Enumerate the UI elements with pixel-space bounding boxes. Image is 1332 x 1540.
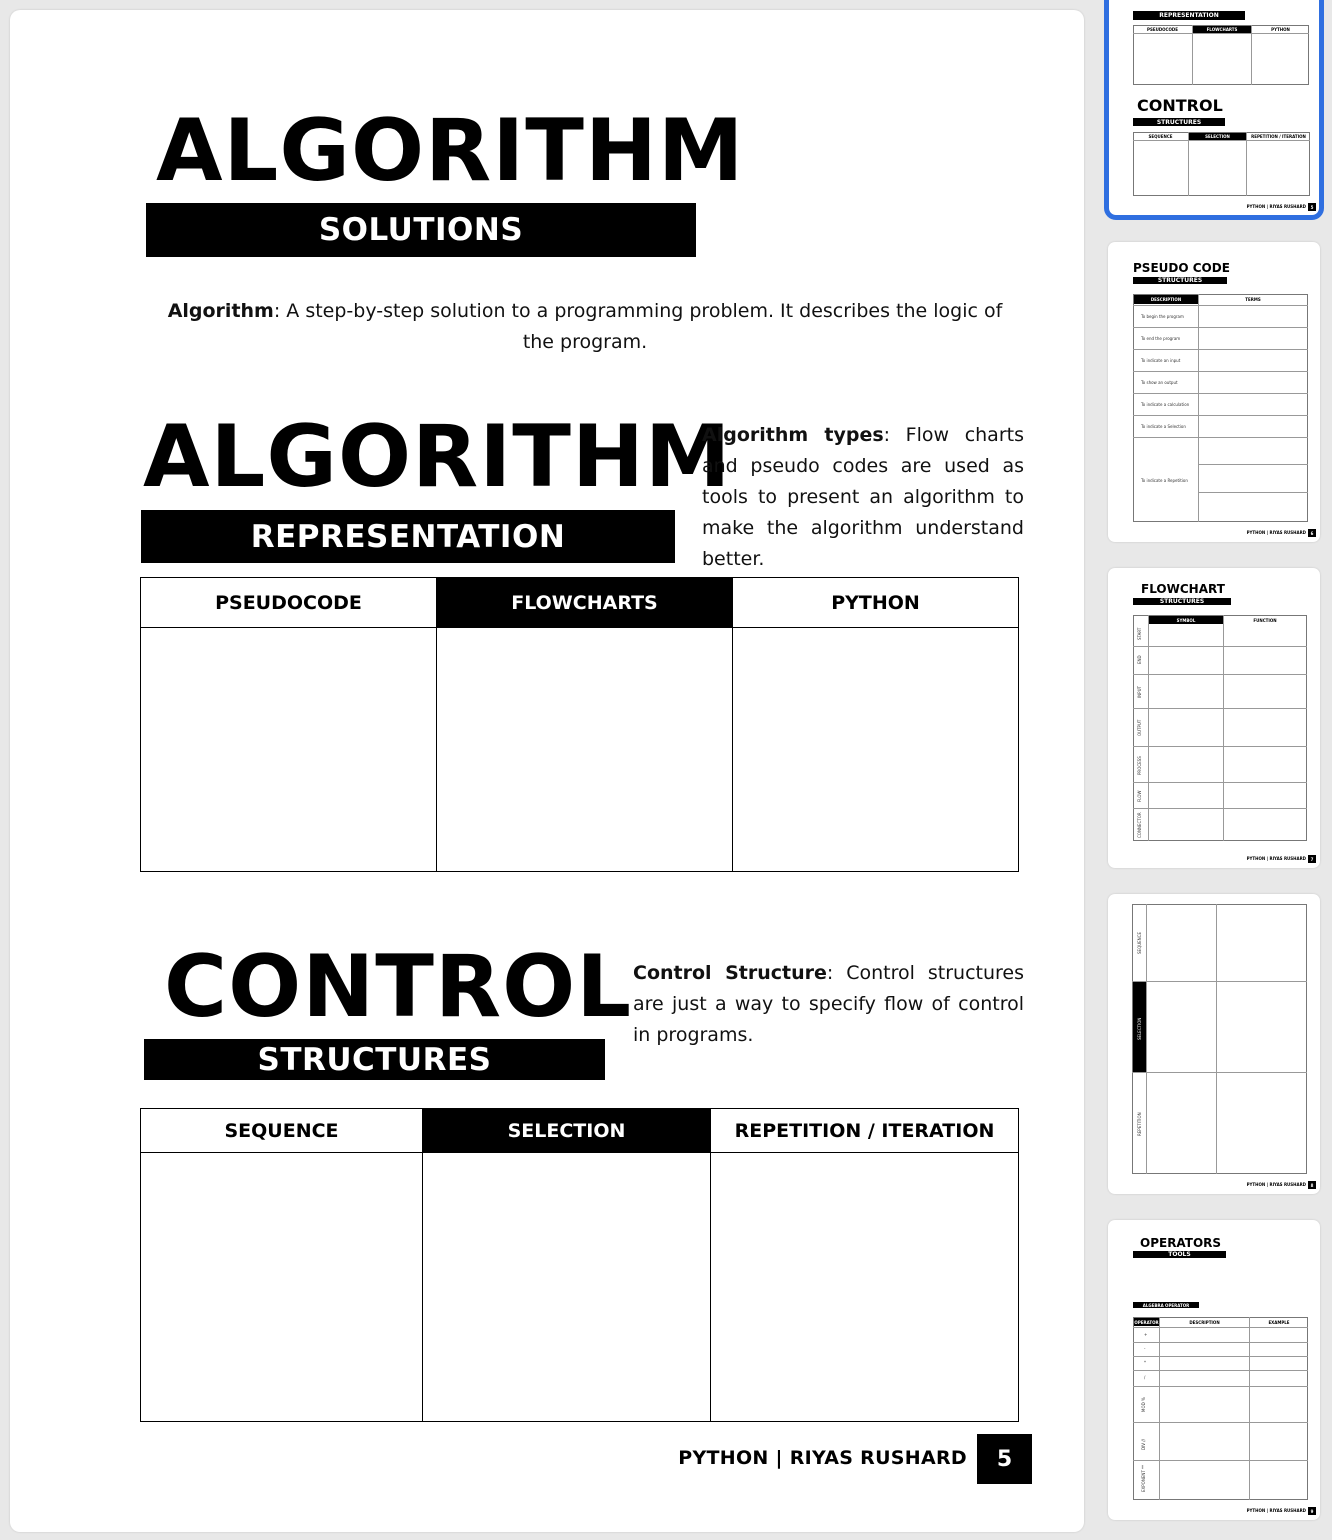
control-subtitle-bar: STRUCTURES [144, 1039, 605, 1080]
thumb-row: To end the program [1141, 336, 1181, 341]
repetition-cell[interactable] [711, 1153, 1019, 1422]
thumb-col: EXAMPLE [1268, 1319, 1290, 1325]
column-header-pseudocode: PSEUDOCODE [141, 578, 437, 628]
page-thumbnail-7[interactable] [1108, 568, 1320, 868]
thumb-row: START [1137, 627, 1142, 640]
flowcharts-cell[interactable] [437, 628, 733, 872]
column-header-repetition: REPETITION / ITERATION [711, 1109, 1019, 1153]
thumb-row: CONNECTOR [1137, 812, 1142, 838]
solutions-subtitle-bar: SOLUTIONS [146, 203, 696, 257]
thumb-row: OUTPUT [1137, 719, 1142, 736]
thumb-row: To indicate a Repetition [1141, 478, 1188, 483]
thumb-col: DESCRIPTION [1134, 295, 1198, 304]
thumb-footer: PYTHON | RIYAS RUSHARD [1246, 530, 1306, 535]
thumb-title: OPERATORS [1140, 1236, 1222, 1250]
thumb-row: SELECTION [1137, 1017, 1142, 1040]
page-thumbnail-5[interactable] [1108, 0, 1320, 216]
thumb-footer: PYTHON | RIYAS RUSHARD [1246, 1508, 1306, 1513]
column-header-flowcharts: FLOWCHARTS [437, 578, 733, 628]
thumb-col: FUNCTION [1253, 617, 1277, 623]
thumb-page-number: 7 [1308, 855, 1316, 863]
thumb-rep-subtitle: REPRESENTATION [1133, 11, 1245, 20]
thumb-row: To indicate an input [1141, 358, 1181, 363]
control-structure-text [633, 958, 1024, 1051]
thumb-subtitle: STRUCTURES [1133, 277, 1227, 284]
thumb-row: - [1144, 1346, 1146, 1351]
representation-title: ALGORITHM [143, 407, 732, 507]
solutions-title: ALGORITHM [156, 101, 745, 201]
thumb-row: / [1144, 1375, 1146, 1380]
column-header-python: PYTHON [733, 578, 1019, 628]
thumb-control-table [1133, 132, 1310, 196]
thumb-row: SEQUENCE [1137, 932, 1142, 954]
thumb-footer: PYTHON | RIYAS RUSHARD [1246, 1182, 1306, 1187]
control-structure-term: Control Structure [633, 962, 827, 984]
selection-cell[interactable] [423, 1153, 711, 1422]
document-page [10, 10, 1084, 1532]
representation-subtitle-bar: REPRESENTATION [141, 510, 675, 563]
thumb-row: MOD % [1141, 1397, 1146, 1412]
pseudocode-cell[interactable] [141, 628, 437, 872]
thumb-col: OPERATOR [1134, 1319, 1159, 1325]
thumb-page-number: 5 [1308, 203, 1316, 211]
thumb-page-number: 9 [1308, 1507, 1316, 1515]
column-header-sequence: SEQUENCE [141, 1109, 423, 1153]
algorithm-definition [160, 296, 1010, 358]
control-structure-desc: : Control structures are just a way to specify flow of control in programs. [633, 962, 1024, 1046]
thumb-row: To indicate a Selection [1141, 424, 1186, 429]
algorithm-types-term: Algorithm types [702, 424, 884, 446]
thumb-footer: PYTHON | RIYAS RUSHARD [1246, 856, 1306, 861]
thumb-row: To show an output [1141, 380, 1178, 385]
page-thumbnail-6[interactable] [1108, 242, 1320, 542]
column-header-selection: SELECTION [423, 1109, 711, 1153]
page-footer-text: PYTHON | RIYAS RUSHARD [678, 1447, 967, 1469]
thumb-row: INPUT [1137, 686, 1142, 698]
thumb-col: TERMS [1245, 297, 1261, 302]
algorithm-types-text [702, 420, 1024, 575]
thumb-col: FLOWCHARTS [1193, 26, 1251, 33]
thumb-row: To begin the program [1141, 314, 1184, 319]
python-cell[interactable] [733, 628, 1019, 872]
page-thumbnail-sidebar [1100, 0, 1332, 1540]
thumb-col: PYTHON [1271, 27, 1290, 32]
thumb-title: CONTROL [1137, 96, 1223, 115]
thumb-title: FLOWCHART [1141, 582, 1225, 596]
thumb-col: SELECTION [1189, 133, 1246, 140]
page-thumbnail-9[interactable] [1108, 1220, 1320, 1520]
thumb-structures-table [1132, 904, 1307, 1174]
thumb-row: FLOW [1137, 790, 1142, 802]
page-thumbnail-8[interactable] [1108, 894, 1320, 1194]
page-number-badge: 5 [977, 1434, 1032, 1484]
thumb-row: DIV // [1141, 1439, 1146, 1450]
representation-table [140, 577, 1019, 872]
algorithm-types-desc: : Flow charts and pseudo codes are used as tools to present an algorithm to make the algorithm understand better. [702, 424, 1024, 570]
thumb-row: REPETITION [1137, 1112, 1142, 1136]
thumb-row: + [1144, 1332, 1148, 1337]
algorithm-definition-text: : A step-by-step solution to a programming problem. It describes the logic of the program. [273, 300, 1003, 353]
thumb-footer: PYTHON | RIYAS RUSHARD [1246, 204, 1306, 209]
thumb-row: END [1137, 655, 1142, 664]
algorithm-definition-term: Algorithm [167, 300, 274, 322]
control-structures-table [140, 1108, 1019, 1422]
thumb-col: REPETITION / ITERATION [1251, 134, 1306, 139]
thumb-subtitle: STRUCTURES [1133, 118, 1225, 126]
thumb-rep-table [1133, 25, 1309, 85]
thumb-col: DESCRIPTION [1189, 1319, 1220, 1325]
thumb-pseudo-table [1133, 294, 1308, 522]
sequence-cell[interactable] [141, 1153, 423, 1422]
thumb-page-number: 6 [1308, 529, 1316, 537]
thumb-section: ALGEBRA OPERATOR [1133, 1302, 1199, 1308]
control-title: CONTROL [164, 937, 632, 1037]
thumb-row: PROCESS [1137, 756, 1142, 775]
thumb-subtitle: TOOLS [1133, 1251, 1226, 1258]
thumb-col: SYMBOL [1149, 616, 1223, 624]
thumb-row: EXPONENT ** [1141, 1464, 1146, 1492]
thumb-row: To indicate a calculation [1141, 402, 1190, 407]
thumb-title: PSEUDO CODE [1133, 261, 1230, 275]
thumb-subtitle: STRUCTURES [1133, 598, 1231, 605]
thumb-col: SEQUENCE [1148, 134, 1173, 139]
thumb-page-number: 8 [1308, 1181, 1316, 1189]
thumb-row: * [1144, 1360, 1146, 1365]
thumb-col: PSEUDOCODE [1147, 27, 1178, 32]
